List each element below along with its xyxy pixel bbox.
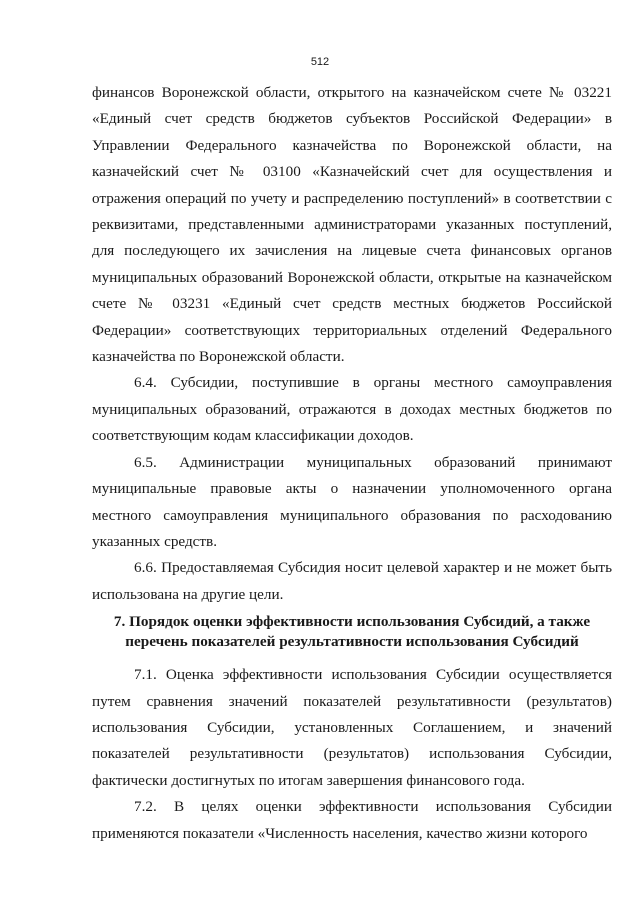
page-number: 512 [310,56,330,68]
paragraph-continuation: финансов Воронежской области, открытого на казначейском счете № 03221 «Единый счет средств бюджетов субъектов Российской Федерации» в Управлении Федерального казначейства по Воронежской области, на казначейский счет № 03100 «Казначейский счет для осуществления и отражения операций по учету и распределению поступлений» в соответствии с реквизитами, представленными администраторами указанных поступлений, для последующего их зачисления на лицевые счета финансовых органов муниципальных образований Воронежской области, открытые на казначейском счете № 03231 «Единый счет средств местных бюджетов Российской Федерации» соответствующих территориальных отделений Федерального казначейства по Воронежской области. [92,84,612,366]
section-heading-7 [92,612,612,652]
paragraph-6-5: 6.5. Администрации муниципальных образований принимают муниципальные правовые акты о назначении уполномоченного органа местного самоуправления муниципального образования по расходованию указанных средств. [92,453,612,550]
paragraph-6-6: 6.6. Предоставляемая Субсидия носит целевой характер и не может быть использована на другие цели. [92,559,612,603]
paragraph-7-1: 7.1. Оценка эффективности использования Субсидии осуществляется путем сравнения значений показателей результативности (результатов) использования Субсидии, установленных Соглашением, и значений показателей результативности (результатов) использования Субсидии, фактически достигнутых по итогам завершения финансового года. [92,666,612,789]
document-body [92,80,612,847]
section-heading-line-1: 7. Порядок оценки эффективности использования Субсидий, а также [113,613,591,631]
section-heading-line-2: перечень показателей результативности использования Субсидий [125,633,579,651]
paragraph-6-4: 6.4. Субсидии, поступившие в органы местного самоуправления муниципальных образований, отражаются в доходах местных бюджетов по соответствующим кодам классификации доходов. [92,374,612,445]
paragraph-7-2: 7.2. В целях оценки эффективности использования Субсидии применяются показатели «Численность населения, качество жизни которого [92,798,612,842]
